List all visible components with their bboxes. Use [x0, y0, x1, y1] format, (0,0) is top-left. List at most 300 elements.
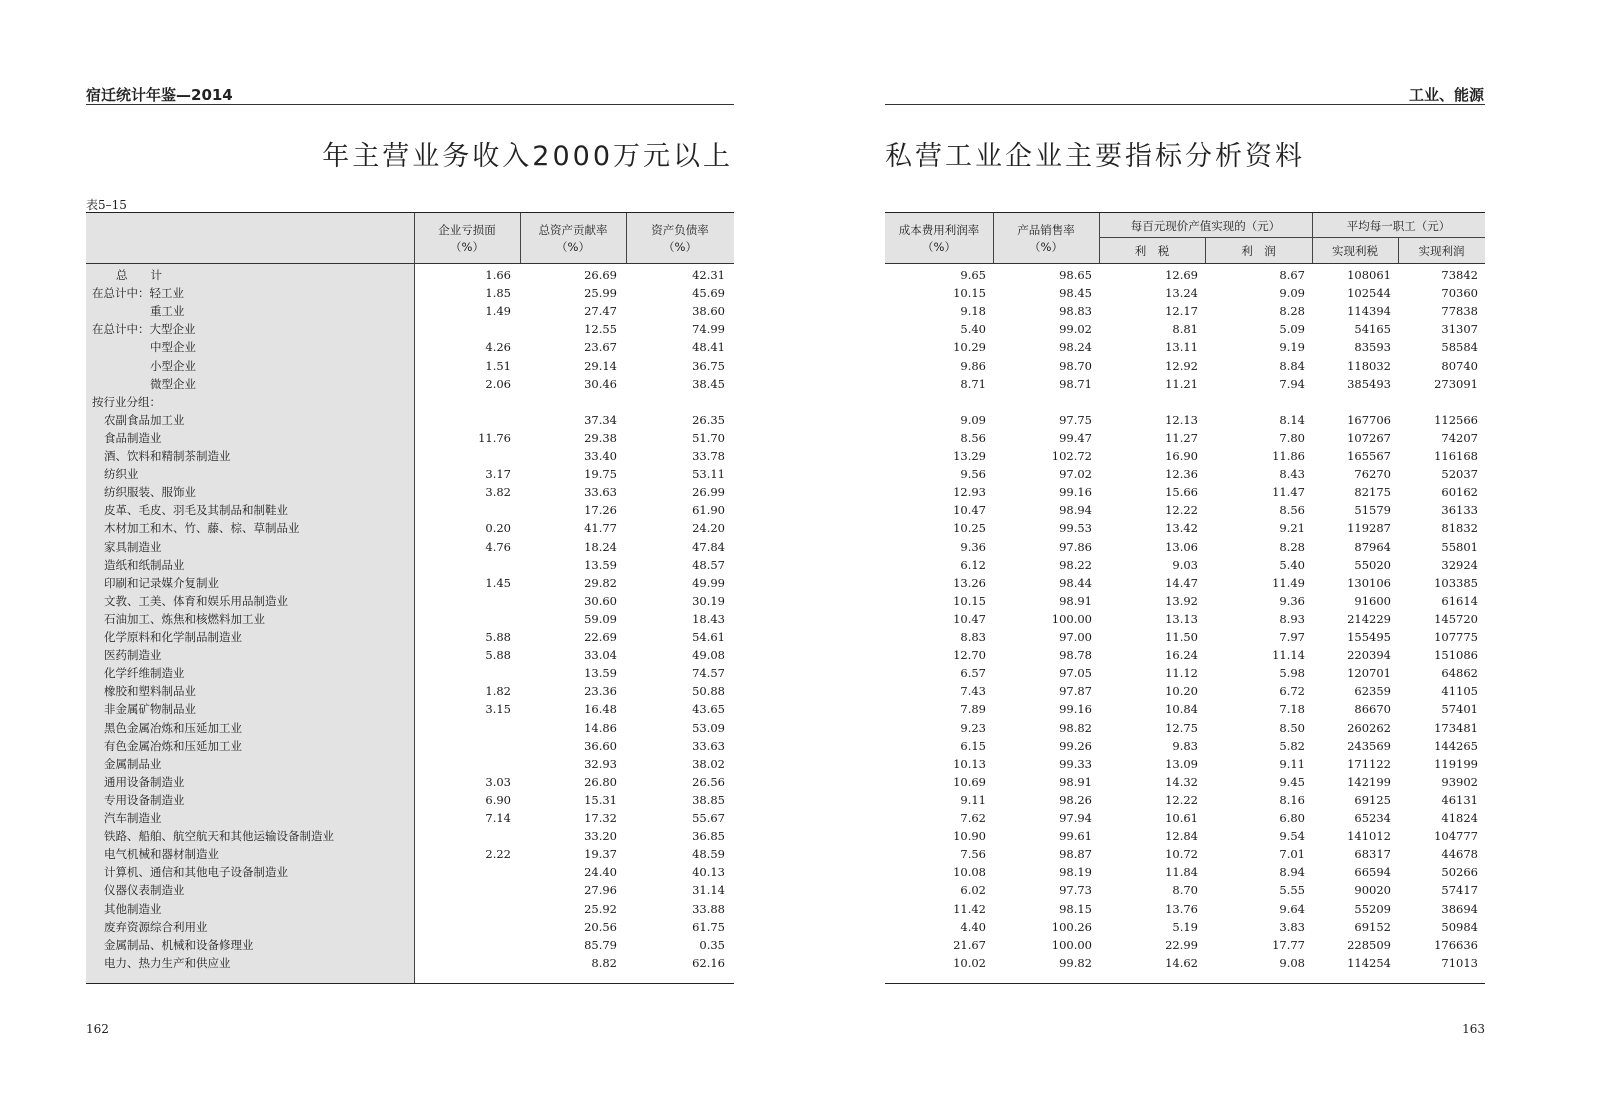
value-cell: 33.88: [692, 901, 725, 916]
value-cell: 54.61: [692, 630, 725, 644]
value-cell: 7.43: [960, 684, 986, 699]
table-row: [885, 284, 1485, 302]
value-cell: 41824: [1441, 811, 1478, 825]
value-cell: 98.24: [1059, 340, 1092, 355]
value-cell: 36.60: [584, 738, 617, 753]
header-worker-tax-profit: 实现利税: [1332, 244, 1378, 258]
value-cell: 51.70: [692, 430, 725, 445]
value-cell: [414, 737, 511, 755]
value-cell: 98.87: [1059, 847, 1092, 862]
table-row: [86, 809, 734, 827]
value-cell: [414, 592, 511, 610]
value-cell: 8.70: [1172, 883, 1198, 898]
table-row: [885, 266, 1485, 284]
row-label: 金属制品、机械和设备修理业: [104, 937, 254, 952]
value-cell: 32.93: [584, 756, 617, 771]
value-cell: 10.25: [953, 521, 986, 536]
value-cell: 1.66: [485, 268, 511, 282]
value-cell: 8.56: [960, 430, 986, 445]
table-row: [86, 393, 734, 411]
value-cell: 107267: [1347, 430, 1391, 445]
col-divider: [1205, 237, 1206, 263]
value-cell: 104777: [1434, 829, 1478, 844]
value-cell: 13.26: [953, 575, 986, 590]
value-cell: 9.09: [1279, 286, 1305, 301]
value-cell: [414, 610, 511, 628]
value-cell: 93902: [1441, 774, 1478, 789]
table-row: [86, 845, 734, 863]
value-cell: 13.29: [953, 449, 986, 463]
value-cell: 31.14: [692, 883, 725, 898]
value-cell: 243569: [1347, 738, 1391, 753]
value-cell: 103385: [1434, 575, 1478, 590]
value-cell: 98.22: [1059, 557, 1092, 572]
table-row: [86, 664, 734, 682]
value-cell: 99.16: [1059, 485, 1092, 500]
value-cell: [1398, 393, 1478, 411]
value-cell: 173481: [1434, 720, 1478, 735]
value-cell: 12.13: [1165, 412, 1198, 427]
value-cell: 99.26: [1059, 738, 1092, 753]
value-cell: 49.99: [692, 575, 725, 590]
value-cell: 97.73: [1059, 883, 1092, 898]
value-cell: 13.13: [1165, 611, 1198, 626]
table-row: [86, 773, 734, 791]
value-cell: 7.89: [960, 702, 986, 717]
value-cell: 38.60: [692, 304, 725, 319]
value-cell: 19.75: [584, 467, 617, 482]
value-cell: 38694: [1441, 901, 1478, 916]
value-cell: 52037: [1441, 467, 1478, 482]
value-cell: [414, 827, 511, 845]
value-cell: 9.11: [1279, 756, 1305, 771]
value-cell: 1.51: [485, 358, 511, 373]
value-cell: 8.14: [1279, 412, 1305, 427]
value-cell: 99.61: [1059, 829, 1092, 844]
table-row: [885, 845, 1485, 863]
value-cell: 13.24: [1165, 286, 1198, 301]
value-cell: 36.85: [692, 829, 725, 844]
table-row: [885, 320, 1485, 338]
value-cell: 40.13: [692, 865, 725, 880]
value-cell: 97.02: [1059, 467, 1092, 482]
table-row: [885, 827, 1485, 845]
header-rule-right: [885, 104, 1485, 105]
value-cell: 57417: [1441, 883, 1478, 898]
value-cell: 5.40: [960, 322, 986, 337]
value-cell: 1.49: [485, 304, 511, 319]
value-cell: 68317: [1354, 847, 1391, 862]
value-cell: 77838: [1441, 304, 1478, 319]
value-cell: 80740: [1441, 358, 1478, 373]
header-loss-ratio: 企业亏损面 （%）: [438, 223, 496, 254]
value-cell: 142199: [1347, 774, 1391, 789]
value-cell: 107775: [1434, 630, 1478, 644]
table-row: [86, 610, 734, 628]
page-title-left: 年主营业务收入2000万元以上: [322, 141, 733, 172]
value-cell: 33.63: [584, 485, 617, 500]
value-cell: [414, 719, 511, 737]
value-cell: 51579: [1354, 503, 1391, 518]
col-divider: [1099, 213, 1100, 263]
value-cell: 27.96: [584, 883, 617, 898]
value-cell: 55209: [1354, 901, 1391, 916]
table-row: [885, 429, 1485, 447]
value-cell: 8.82: [591, 955, 617, 970]
value-cell: 41105: [1441, 684, 1478, 699]
table-row: [885, 664, 1485, 682]
value-cell: 9.54: [1279, 829, 1305, 844]
value-cell: 108061: [1347, 268, 1391, 282]
value-cell: 16.90: [1165, 449, 1198, 463]
value-cell: 38.85: [692, 792, 725, 807]
value-cell: [1312, 393, 1391, 411]
value-cell: 57401: [1441, 702, 1478, 717]
row-label: 橡胶和塑料制品业: [104, 684, 196, 699]
value-cell: [626, 393, 725, 411]
value-cell: 73842: [1441, 268, 1478, 282]
table-row: [86, 628, 734, 646]
row-label: 按行业分组：: [92, 394, 161, 409]
table-row: [86, 700, 734, 718]
value-cell: 48.57: [692, 557, 725, 572]
value-cell: 176636: [1434, 937, 1478, 952]
value-cell: [520, 393, 617, 411]
value-cell: 10.02: [953, 955, 986, 970]
row-label: 其他制造业: [104, 901, 162, 916]
value-cell: 0.35: [699, 937, 725, 952]
value-cell: 5.88: [485, 630, 511, 644]
value-cell: 8.28: [1279, 539, 1305, 554]
value-cell: 8.81: [1172, 322, 1198, 337]
value-cell: 8.93: [1279, 611, 1305, 626]
page-title-right: 私营工业企业主要指标分析资料: [885, 141, 1305, 172]
value-cell: 30.60: [584, 593, 617, 608]
value-cell: 61.90: [692, 503, 725, 518]
value-cell: 8.28: [1279, 304, 1305, 319]
value-cell: [414, 411, 511, 429]
value-cell: 144265: [1434, 738, 1478, 753]
value-cell: [414, 881, 511, 899]
row-label: 在总计中：轻工业: [92, 286, 184, 301]
value-cell: [1099, 393, 1198, 411]
value-cell: 97.00: [1059, 630, 1092, 644]
value-cell: 38.45: [692, 376, 725, 391]
table-row: [885, 465, 1485, 483]
value-cell: 3.15: [485, 702, 511, 717]
table-row: [86, 737, 734, 755]
value-cell: [414, 918, 511, 936]
value-cell: 13.59: [584, 666, 617, 681]
row-label: 食品制造业: [104, 430, 162, 445]
table-left: [86, 212, 734, 984]
value-cell: 13.09: [1165, 756, 1198, 771]
page-number-left: 162: [86, 1022, 109, 1036]
col-divider: [1312, 213, 1313, 263]
row-label: 专用设备制造业: [104, 792, 185, 807]
value-cell: 87964: [1354, 539, 1391, 554]
value-cell: 6.15: [960, 738, 986, 753]
value-cell: 48.41: [692, 340, 725, 355]
table-row: [885, 501, 1485, 519]
value-cell: 116168: [1434, 449, 1478, 463]
value-cell: 7.97: [1279, 630, 1305, 644]
value-cell: 9.36: [960, 539, 986, 554]
row-label: 皮革、毛皮、羽毛及其制品和制鞋业: [104, 503, 288, 518]
value-cell: 98.78: [1059, 648, 1092, 663]
value-cell: 71013: [1441, 955, 1478, 970]
value-cell: 1.45: [485, 575, 511, 590]
header-profit: 利 润: [1241, 244, 1276, 258]
value-cell: 27.47: [584, 304, 617, 319]
value-cell: 64862: [1441, 666, 1478, 681]
value-cell: 99.47: [1059, 430, 1092, 445]
value-cell: 100.00: [1051, 611, 1092, 626]
value-cell: 119287: [1347, 521, 1391, 536]
value-cell: 98.45: [1059, 286, 1092, 301]
row-label: 化学原料和化学制品制造业: [104, 630, 242, 644]
table-row: [86, 519, 734, 537]
value-cell: 55.67: [692, 811, 725, 825]
value-cell: 61.75: [692, 919, 725, 934]
value-cell: 260262: [1347, 720, 1391, 735]
value-cell: 98.70: [1059, 358, 1092, 373]
value-cell: 14.32: [1165, 774, 1198, 789]
row-label: 铁路、船舶、航空航天和其他运输设备制造业: [104, 829, 334, 844]
value-cell: 7.94: [1279, 376, 1305, 391]
table-row: [885, 556, 1485, 574]
value-cell: [414, 556, 511, 574]
value-cell: 9.18: [960, 304, 986, 319]
value-cell: 50.88: [692, 684, 725, 699]
table-row: [86, 574, 734, 592]
value-cell: 114254: [1347, 955, 1391, 970]
value-cell: 12.69: [1165, 268, 1198, 282]
section-header: 工业、能源: [1408, 86, 1484, 104]
value-cell: 55020: [1354, 557, 1391, 572]
value-cell: 47.84: [692, 539, 725, 554]
value-cell: 31307: [1441, 322, 1478, 337]
value-cell: 26.69: [584, 268, 617, 282]
value-cell: 12.22: [1165, 503, 1198, 518]
value-cell: 13.76: [1165, 901, 1198, 916]
value-cell: 6.57: [960, 666, 986, 681]
table-row: [86, 936, 734, 954]
table-row: [86, 338, 734, 356]
value-cell: 12.84: [1165, 829, 1198, 844]
value-cell: 12.22: [1165, 792, 1198, 807]
value-cell: 9.36: [1279, 593, 1305, 608]
value-cell: 5.82: [1279, 738, 1305, 753]
value-cell: 11.47: [1272, 485, 1305, 500]
row-label: 电力、热力生产和供应业: [104, 955, 231, 970]
table-row: [86, 447, 734, 465]
value-cell: 74.57: [692, 666, 725, 681]
value-cell: 99.16: [1059, 702, 1092, 717]
value-cell: 11.86: [1272, 449, 1305, 463]
value-cell: 41.77: [584, 521, 617, 536]
value-cell: 12.92: [1165, 358, 1198, 373]
value-cell: 62359: [1354, 684, 1391, 699]
table-row: [885, 610, 1485, 628]
value-cell: 26.35: [692, 412, 725, 427]
value-cell: 11.12: [1165, 666, 1198, 681]
value-cell: 10.84: [1165, 702, 1198, 717]
value-cell: 6.80: [1279, 811, 1305, 825]
book-title-header: 宿迁统计年鉴—2014: [86, 86, 233, 104]
value-cell: 119199: [1434, 756, 1478, 771]
value-cell: 5.40: [1279, 557, 1305, 572]
value-cell: 220394: [1347, 648, 1391, 663]
table-row: [86, 954, 734, 972]
value-cell: 13.11: [1165, 340, 1198, 355]
value-cell: 29.14: [584, 358, 617, 373]
value-cell: 44678: [1441, 847, 1478, 862]
table-row: [885, 918, 1485, 936]
value-cell: [414, 447, 511, 465]
value-cell: 8.16: [1279, 792, 1305, 807]
table-row: [86, 556, 734, 574]
value-cell: 10.90: [953, 829, 986, 844]
table-row: [86, 918, 734, 936]
value-cell: [414, 954, 511, 972]
table-row: [86, 791, 734, 809]
value-cell: 53.09: [692, 720, 725, 735]
value-cell: 12.36: [1165, 467, 1198, 482]
page-number-right: 163: [1462, 1022, 1485, 1036]
table-row: [885, 900, 1485, 918]
table-row: [885, 393, 1485, 411]
table-row: [86, 429, 734, 447]
col-divider: [993, 213, 994, 263]
row-label: 在总计中：大型企业: [92, 322, 196, 337]
table-row: [885, 375, 1485, 393]
value-cell: 10.72: [1165, 847, 1198, 862]
value-cell: 17.26: [584, 503, 617, 518]
value-cell: [414, 900, 511, 918]
value-cell: 8.94: [1279, 865, 1305, 880]
value-cell: 4.40: [960, 919, 986, 934]
table-row: [885, 936, 1485, 954]
value-cell: 50266: [1441, 865, 1478, 880]
table-row: [86, 592, 734, 610]
table-row: [885, 646, 1485, 664]
value-cell: 10.20: [1165, 684, 1198, 699]
value-cell: 12.17: [1165, 304, 1198, 319]
value-cell: 25.92: [584, 901, 617, 916]
value-cell: 61614: [1441, 593, 1478, 608]
table-row: [885, 719, 1485, 737]
value-cell: 98.15: [1059, 901, 1092, 916]
table-right: [885, 212, 1485, 984]
table-row: [885, 411, 1485, 429]
value-cell: 29.38: [584, 430, 617, 445]
value-cell: 49.08: [692, 648, 725, 663]
table-row: [885, 628, 1485, 646]
value-cell: 98.91: [1059, 593, 1092, 608]
table-row: [86, 302, 734, 320]
value-cell: 10.08: [953, 865, 986, 880]
value-cell: 66594: [1354, 865, 1391, 880]
value-cell: 9.09: [960, 412, 986, 427]
header-asset-contribution: 总资产贡献率 （%）: [538, 223, 608, 254]
table-row: [885, 809, 1485, 827]
value-cell: 98.44: [1059, 575, 1092, 590]
value-cell: 120701: [1347, 666, 1391, 681]
value-cell: 21.67: [953, 937, 986, 952]
value-cell: 10.15: [953, 593, 986, 608]
row-label: 造纸和纸制品业: [104, 557, 185, 572]
value-cell: 11.27: [1165, 430, 1198, 445]
value-cell: 171122: [1347, 756, 1391, 771]
value-cell: 5.98: [1279, 666, 1305, 681]
value-cell: 22.99: [1165, 937, 1198, 952]
table-row: [86, 538, 734, 556]
value-cell: 23.67: [584, 340, 617, 355]
table-row: [86, 375, 734, 393]
value-cell: 30.46: [584, 376, 617, 391]
row-label: 重工业: [150, 304, 185, 319]
value-cell: 14.62: [1165, 955, 1198, 970]
value-cell: 46131: [1441, 792, 1478, 807]
value-cell: [414, 320, 511, 338]
value-cell: 9.56: [960, 467, 986, 482]
table-row: [86, 483, 734, 501]
row-label: 石油加工、炼焦和核燃料加工业: [104, 611, 265, 626]
value-cell: 6.02: [960, 883, 986, 898]
header-worker-profit: 实现利润: [1418, 244, 1465, 258]
header-subrule: [1099, 237, 1485, 238]
value-cell: 13.59: [584, 557, 617, 572]
table-header-left: [86, 213, 734, 264]
value-cell: 37.34: [584, 412, 617, 427]
value-cell: 36133: [1441, 503, 1478, 518]
row-label: 小型企业: [150, 358, 196, 373]
value-cell: 6.90: [485, 792, 511, 807]
value-cell: 33.20: [584, 829, 617, 844]
value-cell: 13.92: [1165, 593, 1198, 608]
table-row: [86, 465, 734, 483]
row-label: 金属制品业: [104, 756, 162, 771]
table-number: 表5–15: [86, 198, 127, 212]
value-cell: 19.37: [584, 847, 617, 862]
value-cell: 99.02: [1059, 322, 1092, 337]
value-cell: 9.21: [1279, 521, 1305, 536]
value-cell: 26.56: [692, 774, 725, 789]
value-cell: 54165: [1354, 322, 1391, 337]
value-cell: 85.79: [584, 937, 617, 952]
value-cell: 12.93: [953, 485, 986, 500]
value-cell: 9.83: [1172, 738, 1198, 753]
value-cell: 10.15: [953, 286, 986, 301]
value-cell: 118032: [1347, 358, 1391, 373]
row-label: 家具制造业: [104, 539, 162, 554]
table-row: [885, 574, 1485, 592]
value-cell: 228509: [1347, 937, 1391, 952]
table-row: [86, 682, 734, 700]
value-cell: 1.85: [485, 286, 511, 301]
value-cell: 9.19: [1279, 340, 1305, 355]
value-cell: 60162: [1441, 485, 1478, 500]
value-cell: 10.69: [953, 774, 986, 789]
table-row: [885, 357, 1485, 375]
table-row: [86, 266, 734, 284]
value-cell: 62.16: [692, 955, 725, 970]
value-cell: 74207: [1441, 430, 1478, 445]
value-cell: 81832: [1441, 521, 1478, 536]
value-cell: 102544: [1347, 286, 1391, 301]
header-per-worker: 平均每一职工（元）: [1346, 219, 1451, 233]
